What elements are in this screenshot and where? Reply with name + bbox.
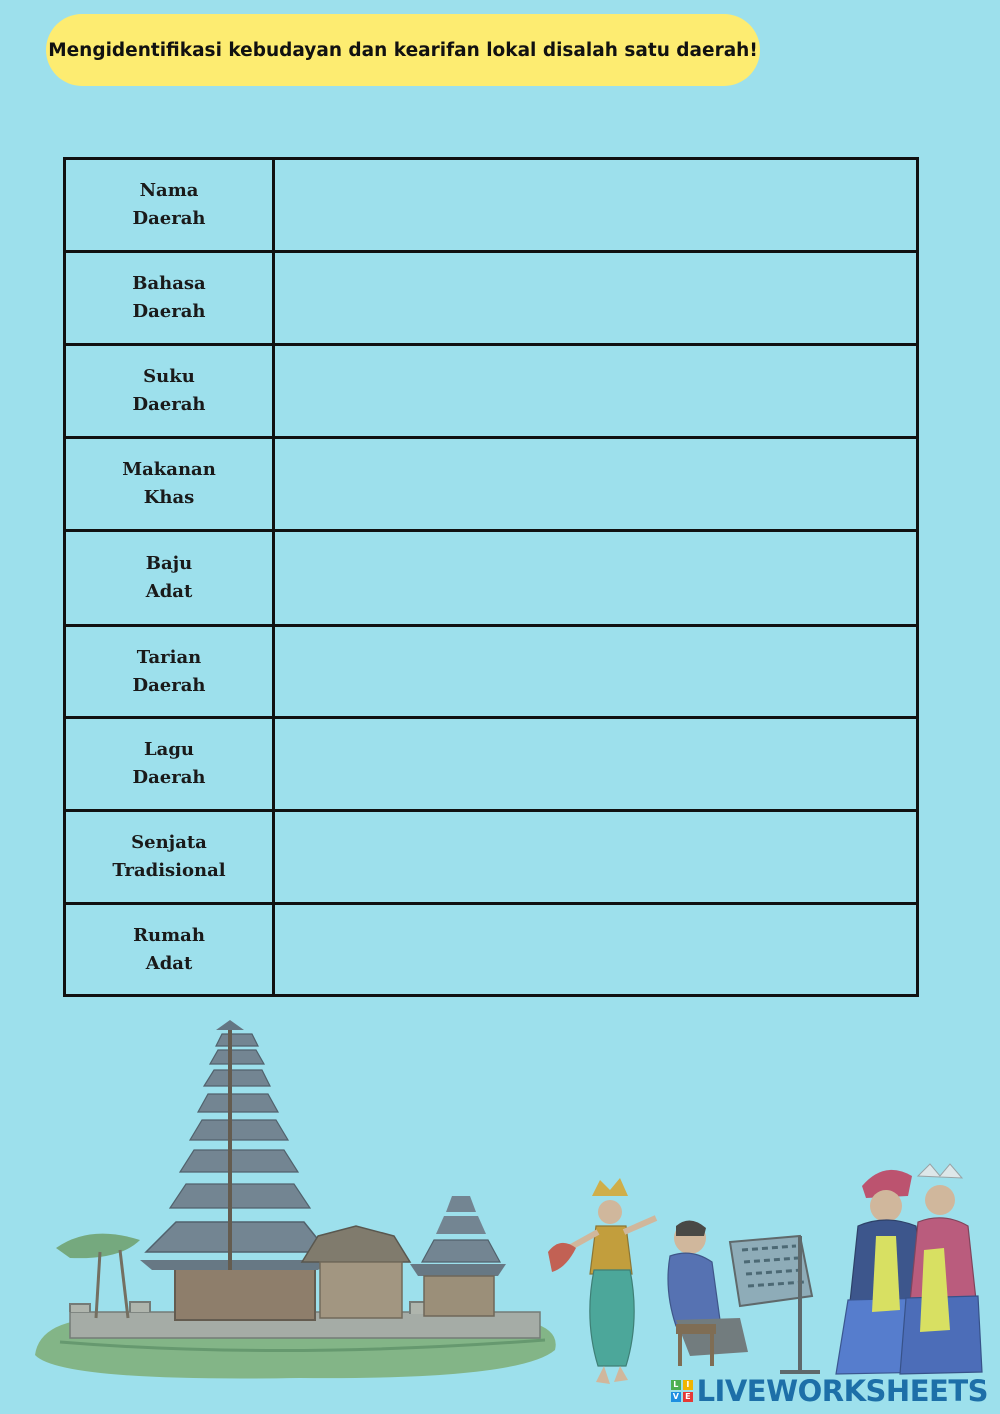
table-row [65,626,918,718]
table-row [65,159,918,252]
answer-cell[interactable] [274,718,918,811]
answer-cell[interactable] [274,626,918,718]
table-row [65,904,918,996]
table-row [65,252,918,345]
row-label: Lagu Daerah [65,718,274,811]
row-label: Baju Adat [65,531,274,626]
culture-illustration [0,1000,1000,1414]
answer-cell[interactable] [274,438,918,531]
brand-name: LIVEWORKSHEETS [696,1374,988,1408]
row-label: Senjata Tradisional [65,811,274,904]
row-label: Nama Daerah [65,159,274,252]
table-row [65,718,918,811]
answer-cell[interactable] [274,345,918,438]
answer-cell[interactable] [274,531,918,626]
brand-logo-icon [671,1380,693,1402]
pagoda-temple-icon [35,1020,556,1379]
brand-mark-letter: V [671,1392,681,1402]
row-label: Makanan Khas [65,438,274,531]
answer-cell[interactable] [274,811,918,904]
table-row [65,531,918,626]
answer-cell[interactable] [274,159,918,252]
brand-mark-letter: I [683,1380,693,1390]
title-banner [46,14,760,86]
answer-cell[interactable] [274,252,918,345]
row-label: Bahasa Daerah [65,252,274,345]
page-title: Mengidentifikasi kebudayan dan kearifan lokal disalah satu daerah! [48,39,758,61]
brand-watermark [671,1374,988,1408]
table-row [65,811,918,904]
answer-cell[interactable] [274,904,918,996]
row-label: Tarian Daerah [65,626,274,718]
traditional-couple-icon [836,1164,982,1374]
worksheet-table [63,157,919,997]
table-row [65,438,918,531]
table-row [65,345,918,438]
bali-dancer-icon [548,1178,656,1384]
row-label: Suku Daerah [65,345,274,438]
brand-mark-letter: E [683,1392,693,1402]
batik-maker-icon [668,1220,820,1372]
row-label: Rumah Adat [65,904,274,996]
brand-mark-letter: L [671,1380,681,1390]
